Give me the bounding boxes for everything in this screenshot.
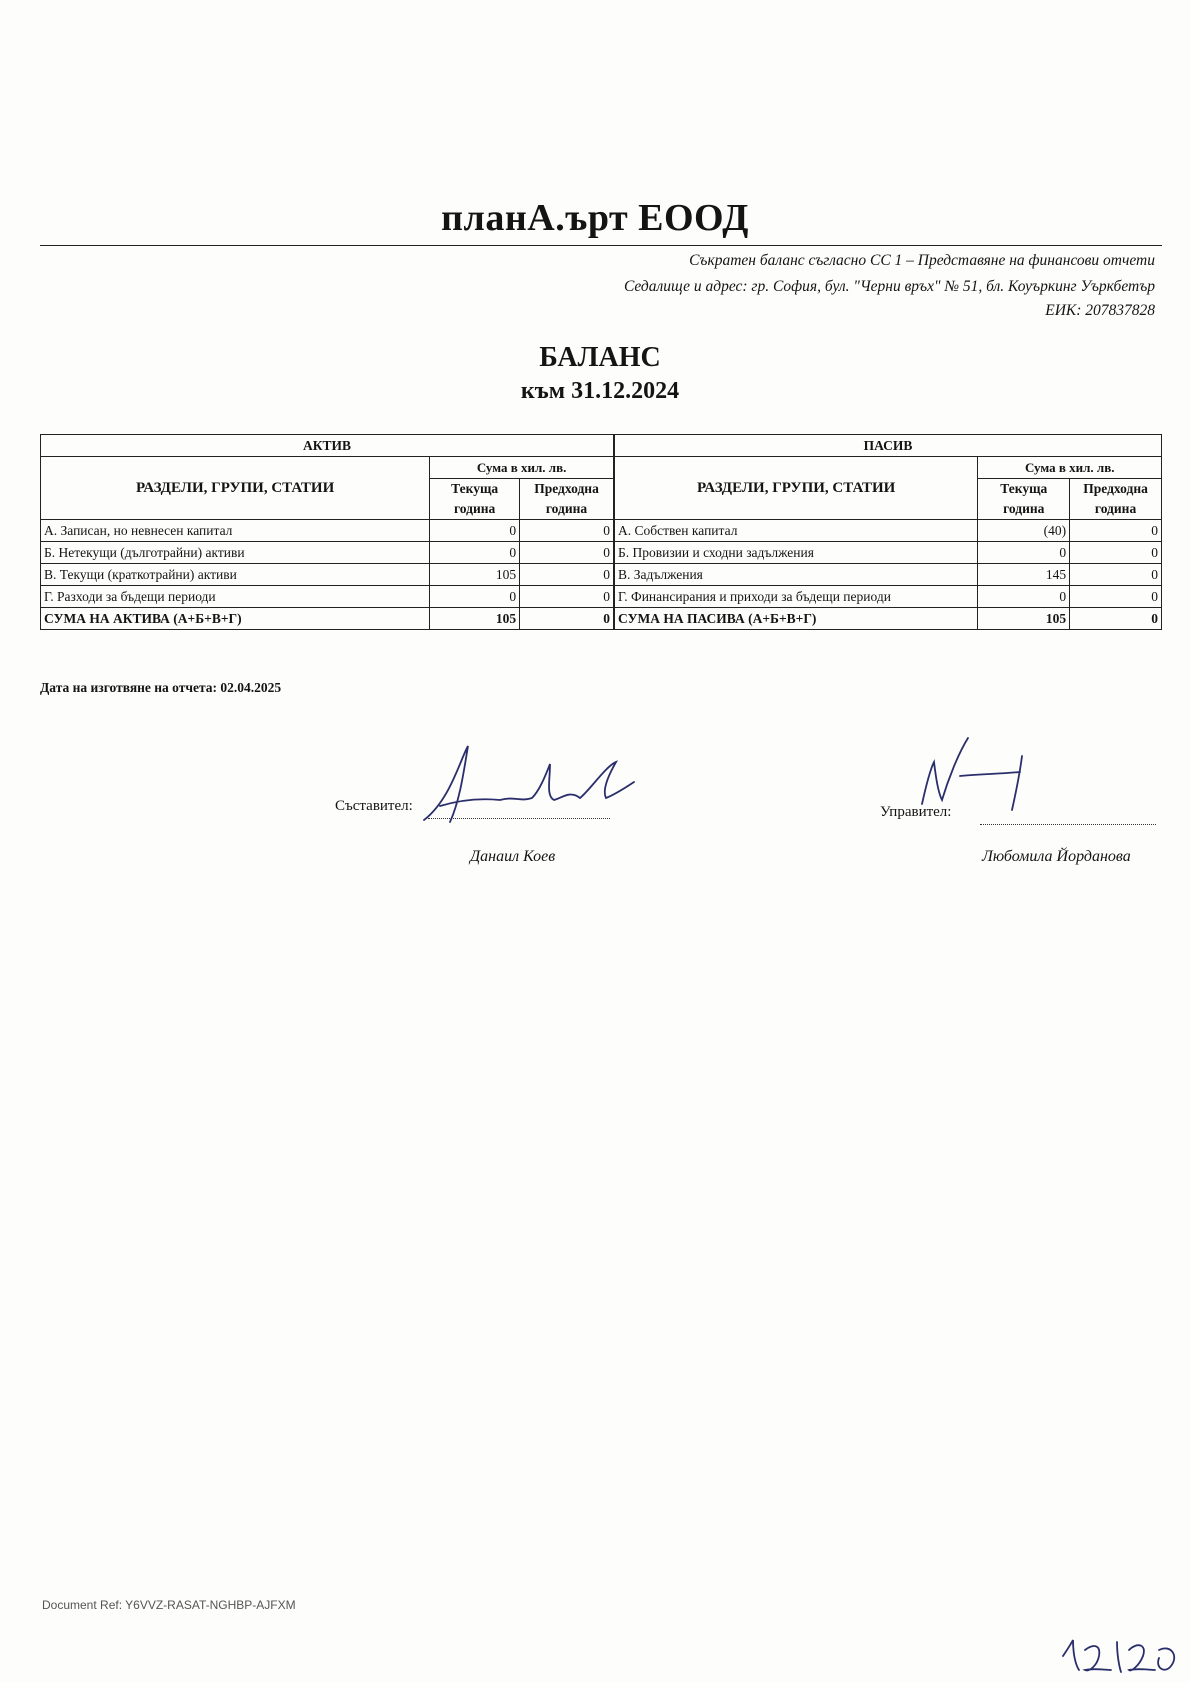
table-row [615, 564, 1162, 586]
assets-current-year-header: Текуща година [430, 479, 520, 520]
asset-label: Б. Нетекущи (дълготрайни) активи [41, 542, 430, 564]
liability-previous: 0 [1070, 586, 1162, 608]
handwritten-page-number [1055, 1620, 1180, 1680]
assets-amount-header: Сума в хил. лв. [430, 457, 614, 479]
liability-previous: 0 [1070, 542, 1162, 564]
assets-header: АКТИВ [41, 435, 614, 457]
liabilities-total-previous: 0 [1070, 608, 1162, 630]
liabilities-sections-header: РАЗДЕЛИ, ГРУПИ, СТАТИИ [615, 457, 978, 520]
asset-label: А. Записан, но невнесен капитал [41, 520, 430, 542]
asset-previous: 0 [520, 564, 614, 586]
standard-note: Съкратен баланс съгласно СС 1 – Представяне на финансови отчети [689, 252, 1155, 269]
company-eik: ЕИК: 207837828 [1045, 302, 1155, 319]
table-row [41, 520, 614, 542]
liability-current: 145 [978, 564, 1070, 586]
table-row [41, 542, 614, 564]
table-row [41, 564, 614, 586]
assets-total-label: СУМА НА АКТИВА (А+Б+В+Г) [41, 608, 430, 630]
title-divider [40, 245, 1162, 246]
manager-signature [900, 730, 1060, 820]
manager-name: Любомила Йорданова [982, 848, 1131, 865]
liability-label: В. Задължения [615, 564, 978, 586]
liabilities-total-current: 105 [978, 608, 1070, 630]
asset-current: 105 [430, 564, 520, 586]
asset-previous: 0 [520, 586, 614, 608]
report-title: БАЛАНС [539, 342, 661, 373]
liabilities-total-row [615, 608, 1162, 630]
asset-current: 0 [430, 586, 520, 608]
asset-current: 0 [430, 542, 520, 564]
compiler-role: Съставител: [335, 798, 413, 814]
liability-label: А. Собствен капитал [615, 520, 978, 542]
assets-table [40, 434, 614, 630]
liability-label: Б. Провизии и сходни задължения [615, 542, 978, 564]
manager-signature-line [980, 824, 1156, 825]
table-row [615, 520, 1162, 542]
compiler-signature [420, 740, 660, 830]
preparation-date: Дата на изготвяне на отчета: 02.04.2025 [40, 680, 282, 695]
asset-previous: 0 [520, 520, 614, 542]
liabilities-current-year-header: Текуща година [978, 479, 1070, 520]
liabilities-total-label: СУМА НА ПАСИВА (А+Б+В+Г) [615, 608, 978, 630]
liabilities-previous-year-header: Предходна година [1070, 479, 1162, 520]
assets-previous-year-header: Предходна година [520, 479, 614, 520]
assets-sections-header: РАЗДЕЛИ, ГРУПИ, СТАТИИ [41, 457, 430, 520]
table-row [615, 586, 1162, 608]
liability-current: 0 [978, 586, 1070, 608]
company-name: планА.ърт ЕООД [441, 197, 749, 239]
liabilities-header: ПАСИВ [615, 435, 1162, 457]
assets-total-current: 105 [430, 608, 520, 630]
assets-total-previous: 0 [520, 608, 614, 630]
asset-current: 0 [430, 520, 520, 542]
liability-current: (40) [978, 520, 1070, 542]
asset-previous: 0 [520, 542, 614, 564]
report-date: към 31.12.2024 [520, 378, 680, 404]
liability-previous: 0 [1070, 564, 1162, 586]
liability-label: Г. Финансирания и приходи за бъдещи периоди [615, 586, 978, 608]
company-address: Седалище и адрес: гр. София, бул. "Черни връх" № 51, бл. Коуъркинг Уъркбетър [623, 278, 1155, 295]
table-row [615, 542, 1162, 564]
asset-label: В. Текущи (краткотрайни) активи [41, 564, 430, 586]
liabilities-amount-header: Сума в хил. лв. [978, 457, 1162, 479]
asset-label: Г. Разходи за бъдещи периоди [41, 586, 430, 608]
compiler-name: Данаил Коев [470, 848, 556, 865]
table-row [41, 586, 614, 608]
assets-total-row [41, 608, 614, 630]
manager-role: Управител: [880, 804, 952, 820]
document-reference: Document Ref: Y6VVZ-RASAT-NGHBP-AJFXM [42, 1598, 296, 1612]
liabilities-table [614, 434, 1162, 630]
liability-current: 0 [978, 542, 1070, 564]
liability-previous: 0 [1070, 520, 1162, 542]
